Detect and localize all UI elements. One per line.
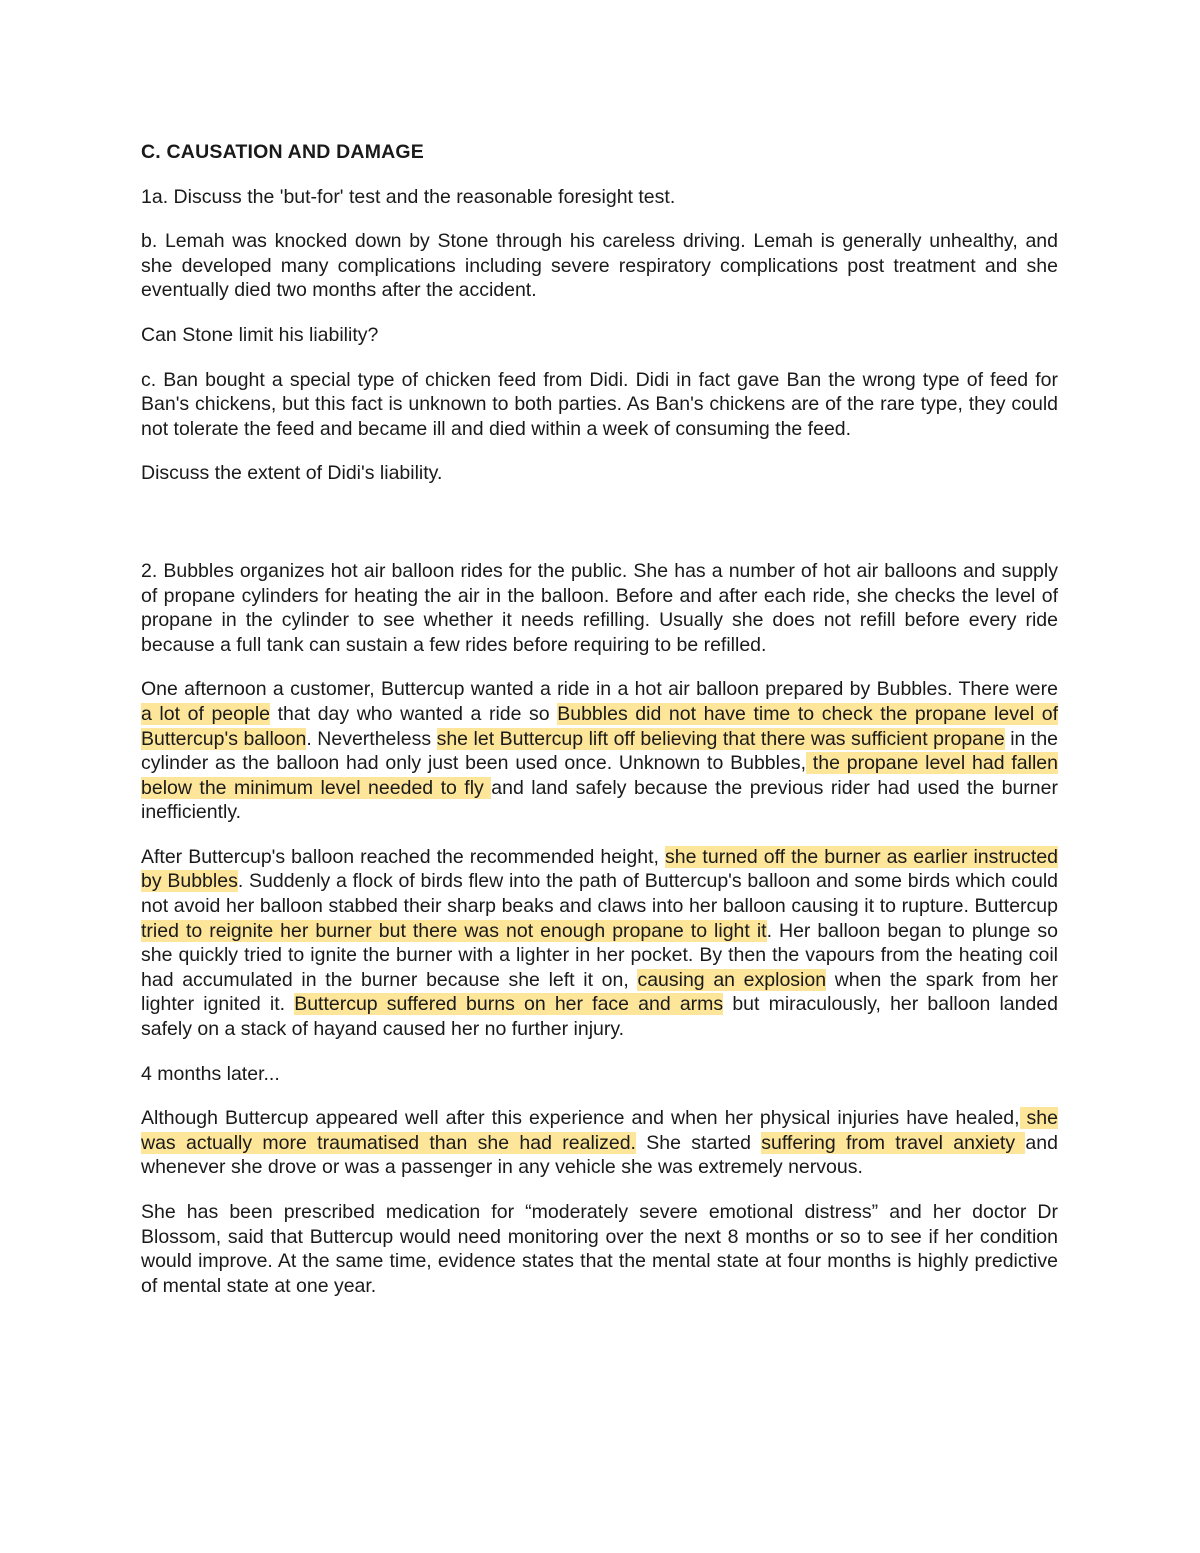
highlighted-text: the propane level had fallen below the minimum level needed to fly [141,752,1058,799]
text-run: . Suddenly a flock of birds flew into the path of Buttercup's balloon and some birds which could not avoid her balloon stabbed their sharp beaks and claws into her balloon causing it to rupture. Buttercup [141,870,1059,918]
highlighted-text: she turned off the burner as earlier instructed by Bubbles [141,845,1059,893]
text-run: but miraculously, her balloon landed safely on a stack of hayand caused her no further injury. [141,993,1058,1041]
highlighted-text: tried to reignite her burner but there was not enough propane to light it [141,919,767,942]
text-run: She started [635,1131,762,1154]
question-1b-scenario: b. Lemah was knocked down by Stone through his careless driving. Lemah is generally unhealthy, and she developed many complications including severe respiratory complications post treatment and she eventually died two months after the accident. [141,230,1058,302]
question-2-paragraph-2 [141,677,1058,825]
text-run: After Buttercup's balloon reached the recommended height, [141,845,665,868]
highlighted-text: Buttercup suffered burns on her face and arms [294,993,724,1016]
section-heading: C. CAUSATION AND DAMAGE [141,141,425,163]
text-run: when the spark from her lighter ignited it. [141,968,1058,1016]
highlighted-text: she was actually more traumatised than she had realized. [141,1107,1058,1154]
document-page [141,140,1058,1318]
text-run: that day who wanted a ride so [270,702,558,725]
highlighted-text: she let Buttercup lift off believing that there was sufficient propane [436,727,1005,750]
question-2-paragraph-5 [141,1106,1058,1180]
highlighted-text: a lot of people [141,702,271,725]
highlighted-text: Bubbles did not have time to check the propane level of Buttercup's balloon [141,702,1059,750]
section-spacer [141,506,1058,559]
text-run: . Nevertheless [306,727,437,750]
highlighted-text: suffering from travel anxiety [761,1131,1026,1154]
text-run: in the cylinder as the balloon had only just been used once. Unknown to Bubbles, [141,727,1059,775]
text-run: and land safely because the previous rider had used the burner inefficiently. [141,776,1058,824]
question-1a: 1a. Discuss the 'but-for' test and the reasonable foresight test. [141,185,676,208]
text-run: Although Buttercup appeared well after this experience and when her physical injuries have healed, [141,1107,1020,1130]
question-1b-prompt: Can Stone limit his liability? [141,323,379,346]
highlighted-text: causing an explosion [637,968,827,991]
question-1c-prompt: Discuss the extent of Didi's liability. [141,462,443,485]
question-2-intro: 2. Bubbles organizes hot air balloon rides for the public. She has a number of hot air balloons and supply of propane cylinders for heating the air in the balloon. Before and after each ride, she checks the level of propane in the cylinder to see whether it needs refilling. Usually she does not refill before every ride because a full tank can sustain a few rides before requiring to be refilled. [141,559,1058,656]
text-run: One afternoon a customer, Buttercup wanted a ride in a hot air balloon prepared by Bubbles. There were [141,678,1058,701]
question-2-paragraph-3 [141,845,1058,1042]
text-run: and whenever she drove or was a passenger in any vehicle she was extremely nervous. [141,1131,1058,1179]
question-2-paragraph-6: She has been prescribed medication for “moderately severe emotional distress” and her doctor Dr Blossom, said that Buttercup would need monitoring over the next 8 months or so to see if her condition would improve. At the same time, evidence states that the mental state at four months is highly predictive of mental state at one year. [141,1201,1058,1297]
question-2-time-note: 4 months later... [141,1062,280,1085]
question-1c-scenario: c. Ban bought a special type of chicken feed from Didi. Didi in fact gave Ban the wrong type of feed for Ban's chickens, but this fact is unknown to both parties. As Ban's chickens are of the rare type, they could not tolerate the feed and became ill and died within a week of consuming the feed. [141,368,1058,440]
text-run: . Her balloon began to plunge so she quickly tried to ignite the burner with a lighter in her pocket. By then the vapours from the heating coil had accumulated in the burner because she left it on, [141,919,1058,991]
